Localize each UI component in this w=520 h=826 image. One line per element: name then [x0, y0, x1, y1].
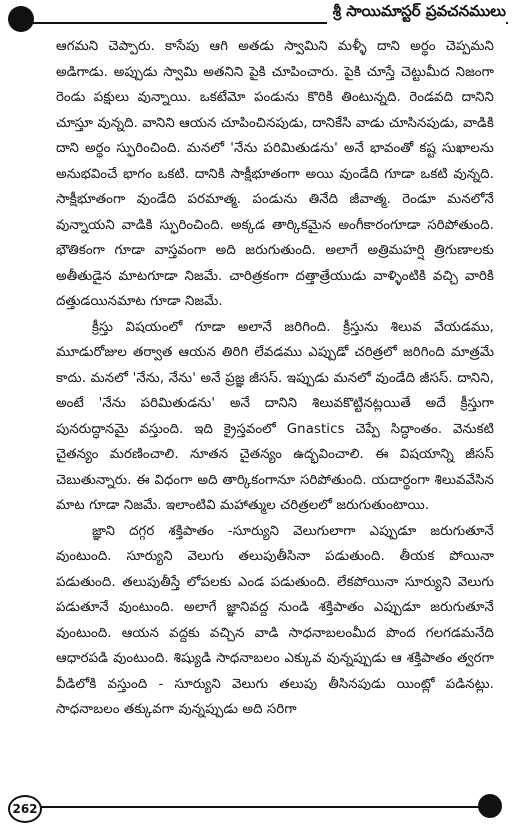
page-header — [0, 0, 520, 34]
page-number: 262 — [8, 795, 42, 823]
footer-bullet-ornament — [478, 794, 502, 818]
paragraph-1: ఆగమని చెప్పారు. కాసేపు ఆగి అతడు స్వామిని మళ్ళీ దాని అర్థం చెప్పమని అడిగాడు. అప్పుడు స్వామి అతనిని పైకి చూపించారు. పైకి చూస్తే చెట్టుమీద నిజంగా రెండు పక్షులు వున్నాయి. ఒకటేమో పండును కొరికి తింటున్నది. రెండవది దానిని చూస్తూ వున్నది. వానిని ఆయన చూపించినపుడు, దానికేసి వాడు చూసినపుడు, వాడికి దాని అర్థం స్ఫురించింది. మనలో 'నేను పరిమితుడను' అనే భావంతో కష్ట సుఖాలను అనుభవించే భాగం ఒకటి. దానికి సాక్షీభూతంగా అయి వుండేది గూడా ఒకటి వున్నది. సాక్షీభూతంగా వుండేది పరమాత్మ. పండును తినేది జీవాత్మ. రెండూ మనలోనే వున్నాయని వాడికి స్ఫురించింది. అక్కడ తార్కికమైన అంగీకారంగూడా సరిపోతుంది. భౌతికంగా గూడా వాస్తవంగా అది జరుగుతుంది. అలాగే అత్రిమహర్షి త్రిగుణాలకు అతీతుడైన మాటగూడా నిజమే. చారిత్రకంగా దత్తాత్రేయుడు వాళ్ళింటికి వచ్చి వారికి దత్తుడయినమాట గూడా నిజమే. — [56, 39, 494, 309]
header-bullet-ornament — [8, 6, 34, 32]
page-footer — [0, 774, 520, 826]
footer-rule — [20, 806, 500, 808]
paragraph-2: క్రీస్తు విషయంలో గూడా అలానే జరిగింది. క్రీస్తును శిలువ వేయడము, మూడురోజుల తర్వాత ఆయన తిరిగి లేవడము ఎప్పుడో చరిత్రలో జరిగింది మాత్రమే కాదు. మనలో 'నేను, నేను' అనే ప్రజ్ఞ జీసస్. ఇప్పుడు మనలో వుండేది జీసస్. దానిని, అంటే 'నేను పరిమితుడను' అనే దానిని శిలువకొట్టినట్లయితే అదే క్రీస్తుగా పునరుద్ధానమై వస్తుంది. ఇది క్రైస్తవంలో Gnastics చెప్పే సిద్ధాంతం. వెనుకటి చైతన్యం మరణించాలి. నూతన చైతన్యం ఉద్భవించాలి. ఈ విషయాన్ని జీసస్ చెబుతున్నారు. ఈ విధంగా అది తార్కికంగానూ సరిపోతుంది. యదార్థంగా శిలువవేసిన మాట గూడా నిజమే. ఇలాంటివి మహాత్ముల చరిత్రలలో జరుగుతుంటాయి. — [56, 319, 494, 513]
running-title: శ్రీ సాయిమాస్టర్ ప్రవచనములు — [327, 2, 506, 24]
body-text — [56, 34, 494, 774]
paragraph-3: జ్ఞాని దగ్గర శక్తిపాతం -సూర్యుని వెలుగులాగా ఎప్పుడూ జరుగుతూనే వుంటుంది. సూర్యుని వెలుగు తలుపుతీసినా పడుతుంది. తీయక పోయినా పడుతుంది. తలుపుతీస్తే లోపలకు ఎండ పడుతుంది. లేకపోయినా సూర్యుని వెలుగు పడుతూనే వుంటుంది. అలాగే జ్ఞానివద్ద నుండి శక్తిపాతం ఎప్పుడూ జరుగుతూనే వుంటుంది. ఆయన వద్దకు వచ్చిన వాడి సాధనాబలంమీద పొంద గలగడమనేది ఆధారపడి వుంటుంది. శిష్యుడి సాధనాబలం ఎక్కువ వున్నప్పుడు ఆ శక్తిపాతం త్వరగా వీడిలోకి వస్తుంది - సూర్యుని వెలుగు తలుపు తీసినపుడు యింట్లో పడినట్లు. సాధనాబలం తక్కువగా వున్నప్పుడు అది సరిగా — [56, 523, 494, 717]
